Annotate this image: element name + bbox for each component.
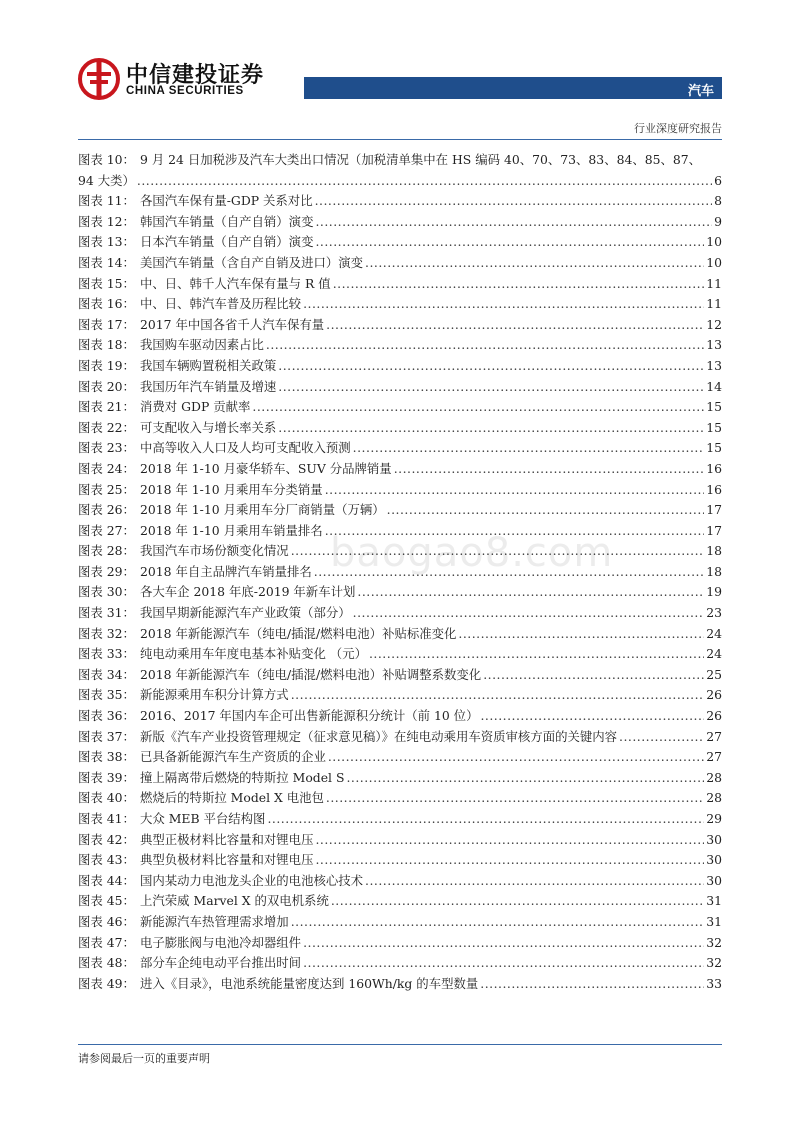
toc-leader xyxy=(315,212,712,233)
toc-label: 图表 47： xyxy=(78,934,135,950)
toc-title: 我国车辆购置税相关政策 xyxy=(140,357,277,373)
toc-leader xyxy=(291,541,705,562)
toc-title: 各大车企 2018 年底-2019 年新车计划 xyxy=(140,584,356,600)
toc-label: 图表 19： xyxy=(78,357,135,373)
toc-label: 图表 23： xyxy=(78,440,135,456)
toc-leader xyxy=(394,459,705,480)
toc-leader xyxy=(387,500,705,521)
toc-title-continuation: 94 大类） xyxy=(78,172,135,188)
toc-leader xyxy=(619,727,704,748)
toc-entry[interactable] xyxy=(78,459,722,480)
toc-title: 纯电动乘用车年度电基本补贴变化 （元） xyxy=(140,646,367,662)
toc-entry[interactable] xyxy=(78,418,722,439)
toc-page: 30 xyxy=(706,831,722,847)
toc-leader xyxy=(278,418,704,439)
toc-page: 17 xyxy=(706,502,722,518)
sector-banner xyxy=(304,77,722,99)
toc-leader xyxy=(137,171,712,192)
toc-label: 图表 24： xyxy=(78,460,135,476)
footer-divider xyxy=(78,1044,722,1045)
toc-page: 6 xyxy=(714,172,722,188)
toc-label: 图表 44： xyxy=(78,872,135,888)
toc-entry[interactable] xyxy=(78,809,722,830)
toc-leader xyxy=(278,356,704,377)
report-type: 行业深度研究报告 xyxy=(634,122,722,135)
toc-leader xyxy=(291,685,705,706)
toc-leader xyxy=(325,521,705,542)
toc-entry-first[interactable] xyxy=(78,150,722,171)
toc-leader xyxy=(353,603,705,624)
toc-label: 图表 43： xyxy=(78,852,135,868)
toc-label: 图表 21： xyxy=(78,399,135,415)
toc-entry[interactable] xyxy=(78,830,722,851)
toc-title: 我国历年汽车销量及增速 xyxy=(140,378,277,394)
toc-title: 已具备新能源汽车生产资质的企业 xyxy=(140,749,326,765)
toc-entry[interactable] xyxy=(78,788,722,809)
toc-title: 可支配收入与增长率关系 xyxy=(140,419,277,435)
toc-title: 大众 MEB 平台结构图 xyxy=(140,811,266,826)
toc-entry[interactable] xyxy=(78,377,722,398)
toc-entry[interactable] xyxy=(78,624,722,645)
toc-leader xyxy=(278,377,704,398)
toc-title: 2018 年 1-10 月豪华轿车、SUV 分品牌销量 xyxy=(140,460,392,476)
toc-entry[interactable] xyxy=(78,397,722,418)
toc-label: 图表 12： xyxy=(78,213,135,229)
toc-label: 图表 16： xyxy=(78,296,135,312)
toc-title: 2016、2017 年国内车企可出售新能源积分统计（前 10 位） xyxy=(140,708,479,724)
toc-label: 图表 29： xyxy=(78,563,135,579)
toc-entry[interactable] xyxy=(78,912,722,933)
toc-title: 2018 年 1-10 月乘用车分厂商销量（万辆） xyxy=(140,502,385,518)
toc-leader xyxy=(303,953,704,974)
toc-title: 国内某动力电池龙头企业的电池核心技术 xyxy=(140,872,364,888)
toc-label: 图表 28： xyxy=(78,543,135,559)
toc-label: 图表 41： xyxy=(78,811,135,826)
toc-entry[interactable] xyxy=(78,706,722,727)
toc-leader xyxy=(266,335,704,356)
toc-page: 26 xyxy=(706,708,722,724)
toc-page: 8 xyxy=(714,193,722,209)
toc-leader xyxy=(480,974,704,995)
toc-page: 15 xyxy=(706,399,722,415)
toc-entry[interactable] xyxy=(78,212,722,233)
toc-page: 17 xyxy=(706,522,722,538)
toc-label: 图表 30： xyxy=(78,584,135,600)
toc-entry[interactable] xyxy=(78,294,722,315)
toc-page: 32 xyxy=(706,934,722,950)
toc-leader xyxy=(357,582,704,603)
toc-entry[interactable] xyxy=(78,356,722,377)
toc-page: 13 xyxy=(706,337,722,353)
toc-entry[interactable] xyxy=(78,480,722,501)
toc-entry[interactable] xyxy=(78,768,722,789)
toc-title: 韩国汽车销量（自产自销）演变 xyxy=(140,213,314,229)
toc-label: 图表 27： xyxy=(78,522,135,538)
toc-title: 电子膨胀阀与电池冷却器组件 xyxy=(140,934,302,950)
toc-title: 中高等收入人口及人均可支配收入预测 xyxy=(140,440,351,456)
toc-page: 33 xyxy=(706,975,722,991)
toc-label: 图表 14： xyxy=(78,254,135,270)
toc-entry[interactable] xyxy=(78,438,722,459)
toc-label: 图表 31： xyxy=(78,605,135,621)
toc-page: 12 xyxy=(706,316,722,332)
toc-leader xyxy=(483,665,704,686)
toc-label: 图表 20： xyxy=(78,378,135,394)
toc-title: 典型负极材料比容量和对锂电压 xyxy=(140,852,314,868)
toc-label: 图表 11： xyxy=(78,193,135,209)
toc-leader xyxy=(314,562,704,583)
header-divider xyxy=(78,139,722,140)
toc-entry[interactable] xyxy=(78,191,722,212)
toc-label: 图表 13： xyxy=(78,234,135,250)
toc-page: 32 xyxy=(706,955,722,971)
brand-name-en: CHINA SECURITIES xyxy=(126,85,244,97)
brand-name-cn: 中信建投证券 xyxy=(126,63,265,88)
toc-page: 15 xyxy=(706,419,722,435)
toc-title: 新版《汽车产业投资管理规定（征求意见稿）》在纯电动乘用车资质审核方面的关键内容 xyxy=(140,728,618,744)
toc-entry[interactable] xyxy=(78,974,722,995)
toc-entry[interactable] xyxy=(78,274,722,295)
toc-entry[interactable] xyxy=(78,232,722,253)
toc-entry[interactable] xyxy=(78,933,722,954)
sector-label: 汽车 xyxy=(687,84,714,99)
watermark: baogao8.com xyxy=(330,530,614,576)
toc-title: 燃烧后的特斯拉 Model X 电池包 xyxy=(140,790,324,806)
toc-entry[interactable] xyxy=(78,871,722,892)
toc-entry[interactable] xyxy=(78,521,722,542)
toc-page: 16 xyxy=(706,481,722,497)
toc-title: 2018 年新能源汽车（纯电/插混/燃料电池）补贴调整系数变化 xyxy=(140,666,482,682)
toc-title: 美国汽车销量（含自产自销及进口）演变 xyxy=(140,254,364,270)
toc-entry[interactable] xyxy=(78,850,722,871)
toc-label: 图表 22： xyxy=(78,419,135,435)
toc-leader xyxy=(303,294,704,315)
toc-title: 新能源汽车热管理需求增加 xyxy=(140,913,289,929)
toc-title: 2018 年新能源汽车（纯电/插混/燃料电池）补贴标准变化 xyxy=(140,625,457,641)
toc-page: 18 xyxy=(706,543,722,559)
toc-leader xyxy=(315,191,713,212)
toc-title: 我国购车驱动因素占比 xyxy=(140,337,264,353)
toc-label: 图表 17： xyxy=(78,316,135,332)
toc-title: 消费对 GDP 贡献率 xyxy=(140,399,251,415)
toc-leader xyxy=(325,480,705,501)
toc-label: 图表 46： xyxy=(78,913,135,929)
toc-page: 16 xyxy=(706,460,722,476)
toc-leader xyxy=(326,315,704,336)
toc-entry[interactable] xyxy=(78,644,722,665)
toc-leader xyxy=(365,253,704,274)
toc-page: 28 xyxy=(706,790,722,806)
toc-entry[interactable] xyxy=(78,727,722,748)
toc-page: 24 xyxy=(706,646,722,662)
toc-label: 图表 45： xyxy=(78,893,135,909)
toc-label: 图表 48： xyxy=(78,955,135,971)
toc-leader xyxy=(315,850,704,871)
toc-leader xyxy=(326,788,704,809)
toc-label: 图表 34： xyxy=(78,666,135,682)
toc-leader xyxy=(315,232,704,253)
toc-leader xyxy=(303,933,704,954)
toc-page: 27 xyxy=(706,728,722,744)
toc-leader xyxy=(458,624,704,645)
toc-leader xyxy=(365,871,704,892)
toc-title: 9 月 24 日加税涉及汽车大类出口情况（加税清单集中在 HS 编码 40、70、73、83、84、85、87、 xyxy=(140,152,702,167)
toc-leader xyxy=(333,274,705,295)
toc-leader xyxy=(252,397,704,418)
toc-leader xyxy=(346,768,704,789)
toc-label: 图表 39： xyxy=(78,769,135,785)
toc-page: 10 xyxy=(706,254,722,270)
toc-entry[interactable] xyxy=(78,500,722,521)
toc-entry[interactable] xyxy=(78,665,722,686)
toc-title: 2018 年 1-10 月乘用车销量排名 xyxy=(140,522,323,538)
toc-leader xyxy=(480,706,704,727)
toc-leader xyxy=(291,912,705,933)
toc-leader xyxy=(328,747,704,768)
toc-page: 30 xyxy=(706,872,722,888)
toc-label: 图表 36： xyxy=(78,708,135,724)
toc-page: 23 xyxy=(706,605,722,621)
toc-label: 图表 33： xyxy=(78,646,135,662)
toc-page: 14 xyxy=(706,378,722,394)
toc-title: 我国早期新能源汽车产业政策（部分） xyxy=(140,605,351,621)
toc-title: 各国汽车保有量-GDP 关系对比 xyxy=(140,193,313,209)
toc-label: 图表 25： xyxy=(78,481,135,497)
toc-entry[interactable] xyxy=(78,315,722,336)
toc-entry[interactable] xyxy=(78,253,722,274)
toc-title: 部分车企纯电动平台推出时间 xyxy=(140,955,302,971)
toc-label: 图表 49： xyxy=(78,975,135,991)
toc-title: 2017 年中国各省千人汽车保有量 xyxy=(140,316,325,332)
toc-page: 30 xyxy=(706,852,722,868)
toc-page: 11 xyxy=(706,275,722,291)
toc-entry[interactable] xyxy=(78,582,722,603)
toc-page: 29 xyxy=(706,811,722,826)
toc-page: 26 xyxy=(706,687,722,703)
toc-title: 2018 年 1-10 月乘用车分类销量 xyxy=(140,481,323,497)
toc-page: 28 xyxy=(706,769,722,785)
toc-label: 图表 35： xyxy=(78,687,135,703)
toc-label: 图表 42： xyxy=(78,831,135,847)
toc-page: 27 xyxy=(706,749,722,765)
toc-leader xyxy=(353,438,705,459)
toc-page: 25 xyxy=(706,666,722,682)
toc-label: 图表 10： xyxy=(78,152,135,167)
toc-leader xyxy=(331,891,704,912)
toc-entry[interactable] xyxy=(78,685,722,706)
toc-page: 9 xyxy=(714,213,722,229)
toc-title: 中、日、韩汽车普及历程比较 xyxy=(140,296,302,312)
toc-page: 19 xyxy=(706,584,722,600)
toc-title: 上汽荣威 Marvel X 的双电机系统 xyxy=(140,893,329,909)
toc-leader xyxy=(267,809,704,830)
toc-title: 中、日、韩千人汽车保有量与 R 值 xyxy=(140,275,331,291)
toc-label: 图表 26： xyxy=(78,502,135,518)
toc-page: 11 xyxy=(706,296,722,312)
toc-entry[interactable] xyxy=(78,953,722,974)
toc-page: 13 xyxy=(706,357,722,373)
toc-entry[interactable] xyxy=(78,335,722,356)
toc-title: 进入《目录》，电池系统能量密度达到 160Wh/kg 的车型数量 xyxy=(140,975,479,991)
toc-title: 典型正极材料比容量和对锂电压 xyxy=(140,831,314,847)
toc-page: 18 xyxy=(706,563,722,579)
toc-title: 撞上隔离带后燃烧的特斯拉 Model S xyxy=(140,769,345,785)
toc-label: 图表 15： xyxy=(78,275,135,291)
toc-entry[interactable] xyxy=(78,747,722,768)
toc-entry[interactable] xyxy=(78,891,722,912)
toc-label: 图表 37： xyxy=(78,728,135,744)
toc-label: 图表 32： xyxy=(78,625,135,641)
toc-page: 31 xyxy=(706,913,722,929)
toc-page: 10 xyxy=(706,234,722,250)
china-securities-logo-icon xyxy=(78,58,120,100)
toc-entry[interactable] xyxy=(78,562,722,583)
toc-title: 新能源乘用车积分计算方式 xyxy=(140,687,289,703)
toc-entry-first-continuation[interactable] xyxy=(78,171,722,192)
toc-entry[interactable] xyxy=(78,603,722,624)
toc-page: 24 xyxy=(706,625,722,641)
toc-page: 15 xyxy=(706,440,722,456)
footer-disclaimer: 请参阅最后一页的重要声明 xyxy=(78,1052,210,1065)
toc-label: 图表 18： xyxy=(78,337,135,353)
toc-title: 2018 年自主品牌汽车销量排名 xyxy=(140,563,312,579)
figure-list xyxy=(78,150,722,994)
toc-title: 我国汽车市场份额变化情况 xyxy=(140,543,289,559)
toc-leader xyxy=(315,830,704,851)
toc-page: 31 xyxy=(706,893,722,909)
toc-label: 图表 38： xyxy=(78,749,135,765)
toc-title: 日本汽车销量（自产自销）演变 xyxy=(140,234,314,250)
toc-label: 图表 40： xyxy=(78,790,135,806)
toc-leader xyxy=(369,644,704,665)
toc-entry[interactable] xyxy=(78,541,722,562)
